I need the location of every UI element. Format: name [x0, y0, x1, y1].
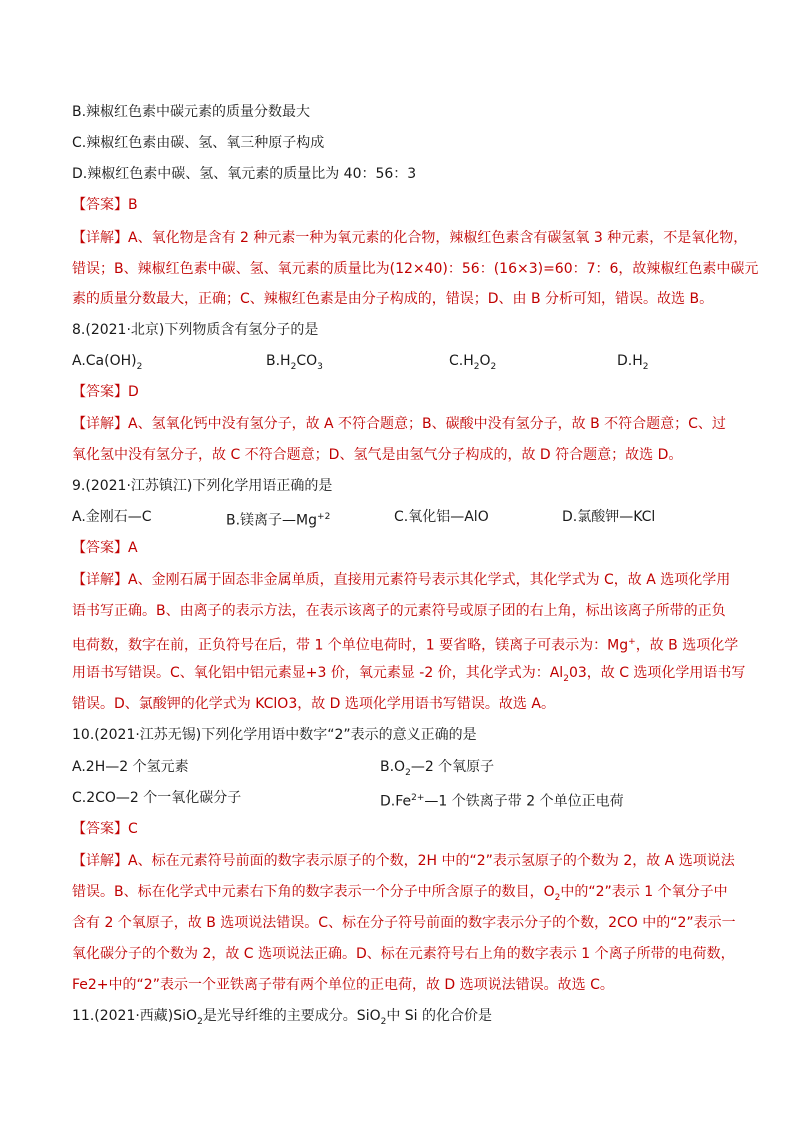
- option-b-q8: $B.H_2CO_3$: [266, 353, 323, 372]
- detail-q10-line2: 错误。B、标在化学式中元素右下角的数字表示一个分子中所含原子的数目，$O_2$中的“2”表示 1 个氧分子中: [72, 884, 728, 903]
- option-a-q8: [72, 352, 142, 376]
- question-10: 10.(2021·江苏无锡)下列化学用语中数字“2”表示的意义正确的是: [72, 727, 477, 743]
- option-c-q8: $C.H_2O_2$: [449, 353, 497, 372]
- detail-label: 【详解】: [72, 853, 128, 869]
- detail-label: 【详解】: [72, 230, 128, 246]
- option-b-q9: B.镁离子$—Mg^{+2}$: [226, 512, 331, 529]
- detail-q8-line2: 氧化氢中没有氢分子，故 C 不符合题意；D、氢气是由氢气分子构成的，故 D 符合题意；故选 D。: [72, 447, 683, 463]
- detail-q10-line4: 氧化碳分子的个数为 2，故 C 选项说法正确。D、标在元素符号右上角的数字表示 1 个离子所带的电荷数，: [72, 946, 735, 962]
- detail-text: A、氢氧化钙中没有氢分子，故 A 不符合题意；B、碳酸中没有氢分子，故 B 不符合题意；C、过: [128, 416, 726, 432]
- option-text: D.H: [617, 353, 643, 369]
- option-d-q8: $D.H_2$: [617, 353, 649, 372]
- detail-q7-line2: 错误；B、辣椒红色素中碳、氢、氧元素的质量比为(12×40)：56：(16×3)=60：7：6，故辣椒红色素中碳元: [72, 261, 759, 277]
- answer-value: D: [128, 384, 139, 400]
- detail-text: A、金刚石属于固态非金属单质，直接用元素符号表示其化学式，其化学式为 C，故 A 选项化学用: [128, 572, 731, 588]
- option-a-q10: A.2H—2 个氢元素: [72, 759, 189, 775]
- option-d-q7: D.辣椒红色素中碳、氢、氧元素的质量比为 40：56：3: [72, 166, 417, 182]
- option-text: C.H: [449, 353, 474, 369]
- detail-q10-line3: 含有 2 个氧原子，故 B 选项说法错误。C、标在分子符号前面的数字表示分子的个数，2CO 中的“2”表示一: [72, 915, 736, 931]
- detail-q10-line1: [72, 852, 735, 870]
- detail-text: A、标在元素符号前面的数字表示原子的个数，2H 中的“2”表示氢原子的个数为 2，故 A 选项说法: [128, 853, 735, 869]
- option-text: A.Ca(OH): [72, 353, 137, 369]
- detail-q9-line4: 用语书写错误。C、氧化铝中铝元素显+3 价，氧元素显 -2 价，其化学式为：$Al_203$，故 C 选项化学用语书写: [72, 665, 746, 684]
- detail-q9-line1: [72, 571, 730, 589]
- answer-q9: [72, 539, 138, 557]
- detail-text: A、氧化物是含有 2 种元素一种为氧元素的化合物，辣椒红色素含有碳氢氧 3 种元素，不是氧化物，: [128, 230, 748, 246]
- option-c-q9: C.氧化铝—AlO: [394, 509, 489, 525]
- option-text: B.H: [266, 353, 291, 369]
- detail-q7-line1: [72, 229, 747, 247]
- detail-q9-line2: 语书写正确。B、由离子的表示方法，在表示该离子的元素符号或原子团的右上角，标出该离子所带的正负: [72, 603, 726, 619]
- question-11: 11.(2021·西藏)SiO$_2$是光导纤维的主要成分。SiO$_2$中 Si 的化合价是: [72, 1008, 493, 1027]
- subscript: 2: [136, 361, 143, 372]
- answer-label: 【答案】: [72, 821, 128, 837]
- answer-value: B: [128, 197, 138, 213]
- answer-value: C: [128, 821, 138, 837]
- answer-label: 【答案】: [72, 384, 128, 400]
- answer-q8: [72, 383, 139, 401]
- detail-q9-line5: 错误。D、氯酸钾的化学式为 KClO3，故 D 选项化学用语书写错误。故选 A。: [72, 696, 555, 712]
- detail-q7-line3: 素的质量分数最大，正确；C、辣椒红色素是由分子构成的，错误；D、由 B 分析可知，错误。故选 B。: [72, 291, 714, 307]
- option-a-q9: A.金刚石—C: [72, 509, 152, 525]
- detail-label: 【详解】: [72, 572, 128, 588]
- option-c-q7: C.辣椒红色素由碳、氢、氧三种原子构成: [72, 135, 325, 151]
- question-8: 8.(2021·北京)下列物质含有氢分子的是: [72, 322, 319, 338]
- answer-label: 【答案】: [72, 197, 128, 213]
- option-text: B.镁离子—Mg: [226, 512, 318, 529]
- option-b-q10: $B.O_2—2$ 个氧原子: [380, 759, 495, 778]
- option-c-q10: C.2CO—2 个一氧化碳分子: [72, 790, 242, 806]
- detail-q10-line5: Fe2+中的“2”表示一个亚铁离子带有两个单位的正电荷，故 D 选项说法错误。故选 C。: [72, 977, 614, 993]
- answer-value: A: [128, 540, 138, 556]
- answer-label: 【答案】: [72, 540, 128, 556]
- option-d-q9: D.氯酸钾—KCl: [562, 509, 656, 525]
- answer-q7: [72, 196, 138, 214]
- detail-q8-line1: [72, 415, 726, 433]
- question-9: 9.(2021·江苏镇江)下列化学用语正确的是: [72, 478, 333, 494]
- detail-label: 【详解】: [72, 416, 128, 432]
- option-d-q10: $D.Fe^{2+}—1$ 个铁离子带 2 个单位正电荷: [380, 793, 624, 810]
- option-b-q7: B.辣椒红色素中碳元素的质量分数最大: [72, 104, 311, 120]
- answer-q10: [72, 820, 138, 838]
- detail-q9-line3: 电荷数，数字在前，正负符号在后，带 1 个单位电荷时，1 要省略，镁离子可表示为：Mg+，故 B 选项化学: [72, 637, 739, 654]
